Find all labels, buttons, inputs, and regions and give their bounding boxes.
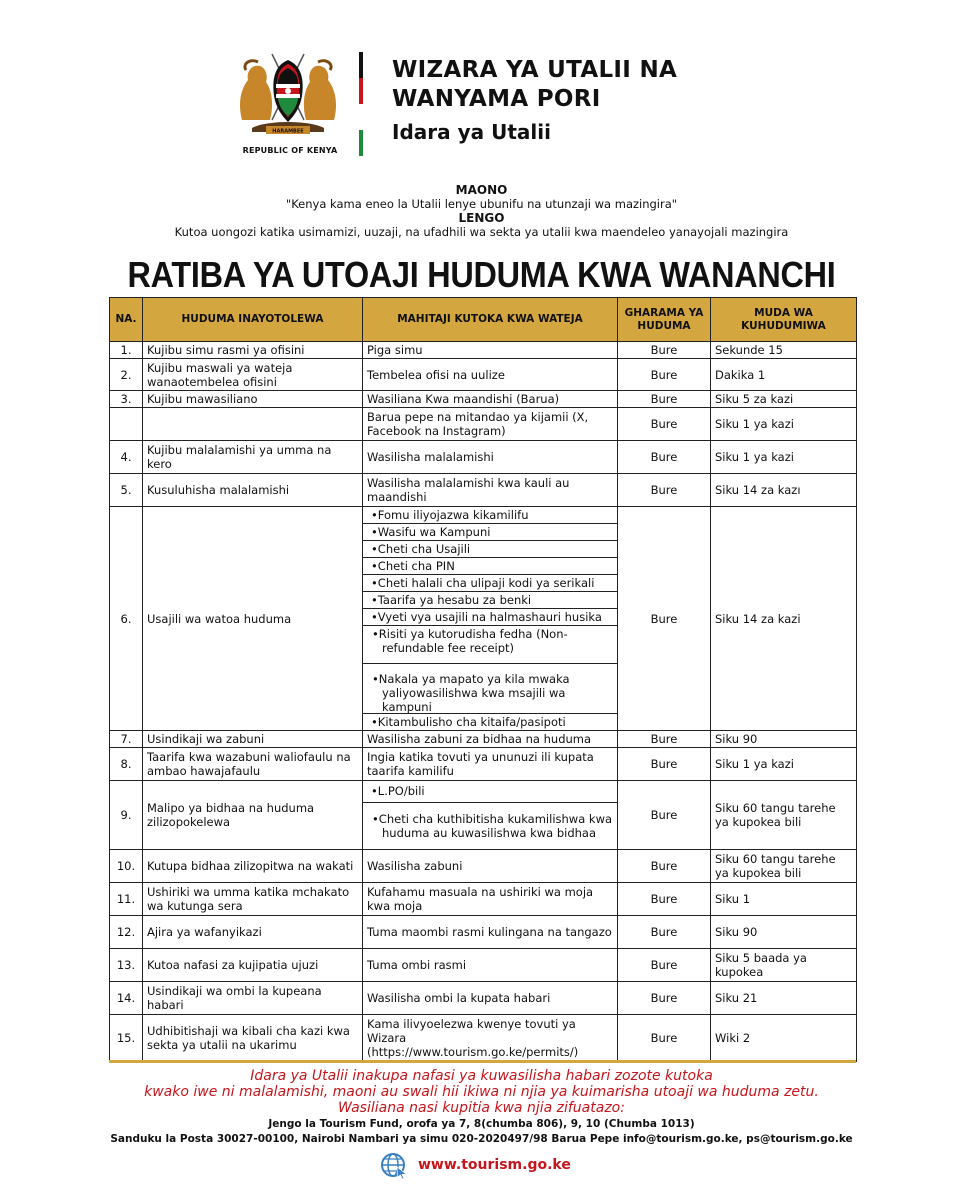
row-cost: Bure [618, 850, 711, 883]
requirement-item: • Cheti cha PIN [363, 558, 617, 575]
row-service: Usindikaji wa ombi la kupeana habari [143, 982, 363, 1015]
row-cost: Bure [618, 441, 711, 474]
header-service: HUDUMA INAYOTOLEWA [143, 298, 363, 342]
row-duration: Siku 1 [711, 883, 857, 916]
row-duration: Siku 1 ya kazi [711, 408, 857, 441]
row-requirement: Wasilisha zabuni za bidhaa na huduma [363, 731, 618, 748]
row-cost: Bure [618, 883, 711, 916]
row-service: Kutupa bidhaa zilizopitwa na wakati [143, 850, 363, 883]
maono-text: "Kenya kama eneo la Utalii lenye ubunifu na utunzaji wa mazingira" [285, 197, 678, 211]
row-requirement: Tuma maombi rasmi kulingana na tangazo [363, 916, 618, 949]
row-service: Usajili wa watoa huduma [143, 507, 363, 731]
row-duration: Siku 90 [711, 731, 857, 748]
table-row [110, 781, 857, 850]
republic-label: REPUBLIC OF KENYA [242, 146, 338, 155]
row-number: 11. [110, 883, 143, 916]
row-cost: Bure [618, 408, 711, 441]
row-number: 12. [110, 916, 143, 949]
row-duration: Siku 14 za kazı [711, 474, 857, 507]
row-requirement: Wasilisha ombi la kupata habari [363, 982, 618, 1015]
row-service: Kujibu mawasiliano [143, 391, 363, 408]
requirement-item: • Wasifu wa Kampuni [363, 524, 617, 541]
row-requirement-list [363, 507, 618, 731]
table-row [110, 474, 857, 507]
coat-of-arms-icon [232, 50, 344, 140]
requirement-item: • Nakala ya mapato ya kila mwaka yaliyowasilishwa kwa msajili wa kampuni [363, 664, 617, 714]
footer-message-line-1: Idara ya Utalii inakupa nafasi ya kuwasilisha habari zozote kutoka [250, 1068, 713, 1084]
row-duration: Siku 60 tangu tarehe ya kupokea bili [711, 781, 857, 850]
row-number: 5. [110, 474, 143, 507]
service-charter-table [109, 297, 857, 1062]
row-duration: Siku 60 tangu tarehe ya kupokea bili [711, 850, 857, 883]
row-duration: Siku 1 ya kazi [711, 441, 857, 474]
footer-message-line-3: Wasiliana nasi kupitia kwa njia zifuatazo: [338, 1100, 625, 1116]
row-requirement: Piga simu [363, 342, 618, 359]
row-number: 2. [110, 359, 143, 391]
row-requirement: Barua pepe na mitandao ya kijamii (X, Facebook na Instagram) [363, 408, 618, 441]
row-duration: Siku 5 za kazi [711, 391, 857, 408]
row-service: Kujibu simu rasmi ya ofisini [143, 342, 363, 359]
table-row [110, 748, 857, 781]
row-duration: Siku 1 ya kazi [711, 748, 857, 781]
row-number: 9. [110, 781, 143, 850]
lengo-text: Kutoa uongozi katika usimamizi, uuzaji, na ufadhili wa sekta ya utalii kwa maendeleo yanayojali mazingira [174, 225, 789, 239]
row-duration: Siku 21 [711, 982, 857, 1015]
table-row [110, 916, 857, 949]
requirement-item: • Risiti ya kutorudisha fedha (Non-refundable fee receipt) [363, 626, 617, 664]
footer-message-line-2: kwako iwe ni malalamishi, maoni au swali hii ikiwa ni njia ya kuimarisha utoaji wa huduma zetu. [144, 1084, 819, 1100]
row-service: Ajira ya wafanyikazi [143, 916, 363, 949]
row-cost: Bure [618, 391, 711, 408]
table-row [110, 391, 857, 408]
motto-text: HARAMBEE [272, 128, 304, 135]
requirement-item: • L.PO/bili [363, 781, 617, 803]
row-duration: Siku 5 baada ya kupokea [711, 949, 857, 982]
requirement-item: • Kitambulisho cha kitaifa/pasipoti [363, 714, 617, 730]
requirement-item: • Cheti halali cha ulipaji kodi ya serikali [363, 575, 617, 592]
table-row [110, 359, 857, 391]
table-row [110, 850, 857, 883]
contact-address [0, 1117, 963, 1147]
address-line-1: Jengo la Tourism Fund, orofa ya 7, 8(chumba 806), 9, 10 (Chumba 1013) [268, 1118, 695, 1130]
row-requirement: Wasiliana Kwa maandishi (Barua) [363, 391, 618, 408]
maono-heading: MAONO [455, 183, 508, 197]
row-service: Kujibu maswali ya wateja wanaotembelea ofisini [143, 359, 363, 391]
row-service: Kusuluhisha malalamishi [143, 474, 363, 507]
row-duration: Dakika 1 [711, 359, 857, 391]
row-service: Ushiriki wa umma katika mchakato wa kutunga sera [143, 883, 363, 916]
table-row [110, 731, 857, 748]
row-duration: Sekunde 15 [711, 342, 857, 359]
row-service: Usindikaji wa zabuni [143, 731, 363, 748]
header-duration: MUDA WA KUHUDUMIWA [711, 298, 857, 342]
row-cost: Bure [618, 474, 711, 507]
page-title: RATIBA YA UTOAJI HUDUMA KWA WANANCHI [127, 254, 836, 295]
row-duration: Siku 90 [711, 916, 857, 949]
header [0, 40, 963, 160]
row-number: 15. [110, 1015, 143, 1062]
table-row [110, 949, 857, 982]
row-cost: Bure [618, 507, 711, 731]
row-cost: Bure [618, 748, 711, 781]
row-requirement: Kufahamu masuala na ushiriki wa moja kwa moja [363, 883, 618, 916]
row-requirement: Wasilisha malalamishi [363, 441, 618, 474]
row-service: Taarifa kwa wazabuni waliofaulu na ambao hawajafaulu [143, 748, 363, 781]
requirement-item: • Cheti cha kuthibitisha kukamilishwa kwa huduma au kuwasilishwa kwa bidhaa [363, 803, 617, 849]
row-service: Kujibu malalamishi ya umma na kero [143, 441, 363, 474]
row-cost: Bure [618, 982, 711, 1015]
row-requirement: Tembelea ofisi na uulize [363, 359, 618, 391]
table-row [110, 342, 857, 359]
row-requirement: Tuma ombi rasmi [363, 949, 618, 982]
row-duration: Siku 14 za kazi [711, 507, 857, 731]
row-number: 7. [110, 731, 143, 748]
requirement-item: • Taarifa ya hesabu za benki [363, 592, 617, 609]
requirement-item: • Cheti cha Usajili [363, 541, 617, 558]
website-url[interactable]: www.tourism.go.ke [418, 1157, 571, 1173]
vision-section [0, 183, 963, 239]
row-requirement-list [363, 781, 618, 850]
row-number: 1. [110, 342, 143, 359]
address-line-2: Sanduku la Posta 30027-00100, Nairobi Nambari ya simu 020-2020497/98 Barua Pepe info@tourism.go.ke, ps@tourism.go.ke [110, 1133, 853, 1145]
row-cost: Bure [618, 949, 711, 982]
row-requirement: Kama ilivyoelezwa kwenye tovuti ya Wizara (https://www.tourism.go.ke/permits/) [363, 1015, 618, 1062]
row-requirement: Wasilisha malalamishi kwa kauli au maandishi [363, 474, 618, 507]
row-number: 3. [110, 391, 143, 408]
table-row [110, 507, 857, 731]
row-cost: Bure [618, 916, 711, 949]
footer-divider [109, 1060, 856, 1063]
requirement-item: • Fomu iliyojazwa kikamilifu [363, 507, 617, 524]
lengo-heading: LENGO [458, 211, 505, 225]
ministry-line-2: WANYAMA PORI [392, 86, 601, 112]
header-no: NA. [110, 298, 143, 342]
row-requirement: Wasilisha zabuni [363, 850, 618, 883]
footer-message [0, 1068, 963, 1116]
row-cost: Bure [618, 731, 711, 748]
table-row [110, 982, 857, 1015]
ministry-name [392, 56, 677, 114]
requirement-item: • Vyeti vya usajili na halmashauri husika [363, 609, 617, 626]
header-cost: GHARAMA YA HUDUMA [618, 298, 711, 342]
row-requirement: Ingia katika tovuti ya ununuzi ili kupata taarifa kamilifu [363, 748, 618, 781]
row-number: 13. [110, 949, 143, 982]
row-cost: Bure [618, 342, 711, 359]
table-row [110, 1015, 857, 1062]
row-service: Kutoa nafasi za kujipatia ujuzi [143, 949, 363, 982]
row-cost: Bure [618, 781, 711, 850]
row-cost: Bure [618, 359, 711, 391]
ministry-line-1: WIZARA YA UTALII NA [392, 57, 678, 83]
table-row [110, 883, 857, 916]
flag-bar [359, 52, 363, 156]
header-requirements: MAHITAJI KUTOKA KWA WATEJA [363, 298, 618, 342]
row-number: 4. [110, 441, 143, 474]
row-service: Malipo ya bidhaa na huduma zilizopokelewa [143, 781, 363, 850]
table-row [110, 441, 857, 474]
row-duration: Wiki 2 [711, 1015, 857, 1062]
row-number [110, 408, 143, 441]
row-number: 10. [110, 850, 143, 883]
table-row [110, 408, 857, 441]
row-number: 8. [110, 748, 143, 781]
row-cost: Bure [618, 1015, 711, 1062]
globe-cursor-icon [380, 1152, 408, 1180]
department-name: Idara ya Utalii [392, 120, 551, 144]
row-service: Udhibitishaji wa kibali cha kazi kwa sekta ya utalii na ukarimu [143, 1015, 363, 1062]
row-number: 6. [110, 507, 143, 731]
row-number: 14. [110, 982, 143, 1015]
row-service [143, 408, 363, 441]
table-header-row [110, 298, 857, 342]
